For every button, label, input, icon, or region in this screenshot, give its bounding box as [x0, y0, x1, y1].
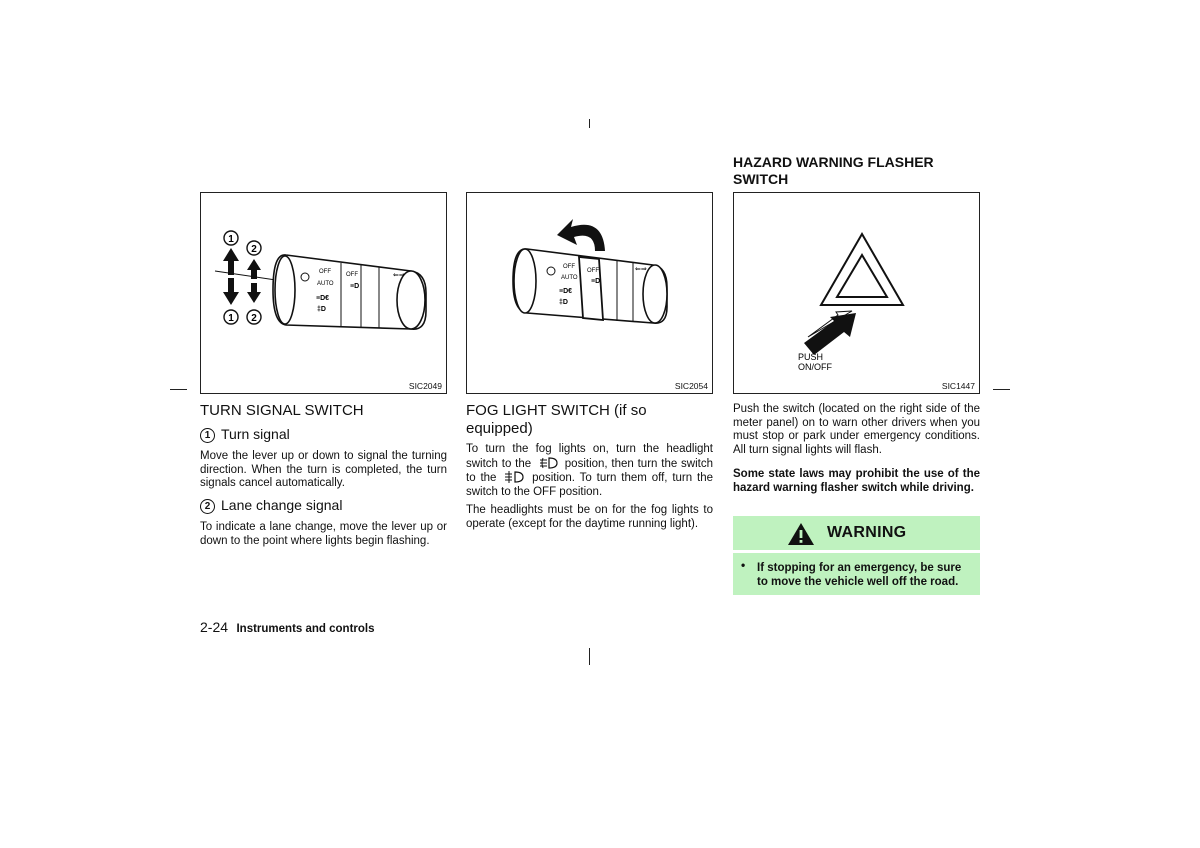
figure-code: SIC2054 — [674, 381, 708, 391]
fog-light-figure — [466, 192, 713, 394]
svg-text:OFF: OFF — [319, 269, 331, 275]
svg-text:1: 1 — [228, 313, 234, 324]
bullet-dot: • — [741, 558, 746, 572]
crop-mark-left — [170, 389, 187, 390]
lane-change-paragraph: To indicate a lane change, move the lever up or down to the point where lights begin flashing. — [200, 521, 447, 547]
svg-text:‡D: ‡D — [559, 299, 568, 306]
svg-text:≡D: ≡D — [591, 278, 601, 285]
section-title: Instruments and controls — [236, 623, 375, 635]
hazard-law-notice: Some state laws may prohibit the use of the hazard warning flasher switch while driving. — [733, 468, 980, 494]
fog-light-switch-illustration — [467, 193, 713, 394]
svg-text:≡D: ≡D — [350, 283, 360, 290]
svg-text:‡D: ‡D — [317, 306, 326, 313]
fog-light-heading — [466, 402, 713, 438]
item-number-badge: 1 — [200, 428, 215, 443]
svg-text:PUSH: PUSH — [798, 352, 824, 362]
heading-line: HAZARD WARNING FLASHER — [733, 154, 934, 170]
turn-signal-lever-illustration — [201, 193, 447, 394]
page-number: 2-24 — [200, 619, 229, 635]
warning-triangle-icon — [787, 522, 815, 546]
warning-body-box — [733, 553, 980, 595]
crop-mark-bottom — [589, 648, 590, 665]
crop-mark-top — [589, 119, 590, 128]
svg-text:OFF: OFF — [563, 264, 575, 270]
item-label: Turn signal — [221, 426, 290, 442]
svg-text:2: 2 — [251, 313, 257, 324]
crop-mark-right — [993, 389, 1010, 390]
warning-title: WARNING — [827, 524, 907, 541]
turn-signal-figure — [200, 192, 447, 394]
front-fog-light-icon — [501, 471, 527, 483]
svg-text:ON/OFF: ON/OFF — [798, 362, 832, 372]
warning-header-box — [733, 516, 980, 550]
svg-text:⇐⇒: ⇐⇒ — [393, 272, 405, 279]
figure-code: SIC1447 — [941, 381, 975, 391]
fog-light-symbol-icon — [535, 457, 561, 469]
heading-line: equipped) — [466, 420, 533, 437]
turn-signal-item-heading — [200, 426, 447, 443]
item-label: Lane change signal — [221, 497, 343, 513]
turn-signal-paragraph: Move the lever up or down to signal the turning direction. When the turn is completed, the turn signals cancel automatically. — [200, 450, 447, 490]
fog-light-paragraph-2: The headlights must be on for the fog lights to operate (except for the daytime running light). — [466, 504, 713, 530]
svg-text:OFF: OFF — [346, 272, 358, 278]
svg-text:≡D€: ≡D€ — [316, 295, 330, 302]
svg-text:2: 2 — [251, 244, 257, 255]
svg-text:⇐⇒: ⇐⇒ — [635, 266, 647, 273]
heading-line: FOG LIGHT SWITCH (if so — [466, 402, 647, 419]
lane-change-item-heading — [200, 497, 447, 514]
warning-bullet-text: If stopping for an emergency, be sure to move the vehicle well off the road. — [757, 562, 962, 588]
hazard-figure — [733, 192, 980, 394]
hazard-heading — [733, 154, 993, 187]
svg-text:≡D€: ≡D€ — [559, 288, 573, 295]
turn-signal-heading: TURN SIGNAL SWITCH — [200, 402, 364, 419]
svg-text:AUTO: AUTO — [317, 281, 334, 287]
page-footer — [200, 619, 500, 637]
hazard-switch-illustration — [734, 193, 980, 394]
fog-light-paragraph: To turn the fog lights on, turn the headlight switch to the position, then turn the switch to the position. To turn them off, turn the switch to the OFF position. — [466, 443, 713, 498]
svg-text:1: 1 — [228, 234, 234, 245]
figure-code: SIC2049 — [408, 381, 442, 391]
svg-text:OFF: OFF — [587, 268, 599, 274]
item-number-badge: 2 — [200, 499, 215, 514]
svg-text:AUTO: AUTO — [561, 275, 578, 281]
hazard-paragraph: Push the switch (located on the right side of the meter panel) on to warn other drivers when you must stop or park under emergency conditions. All turn signal lights will flash. — [733, 403, 980, 456]
heading-line: SWITCH — [733, 170, 789, 187]
